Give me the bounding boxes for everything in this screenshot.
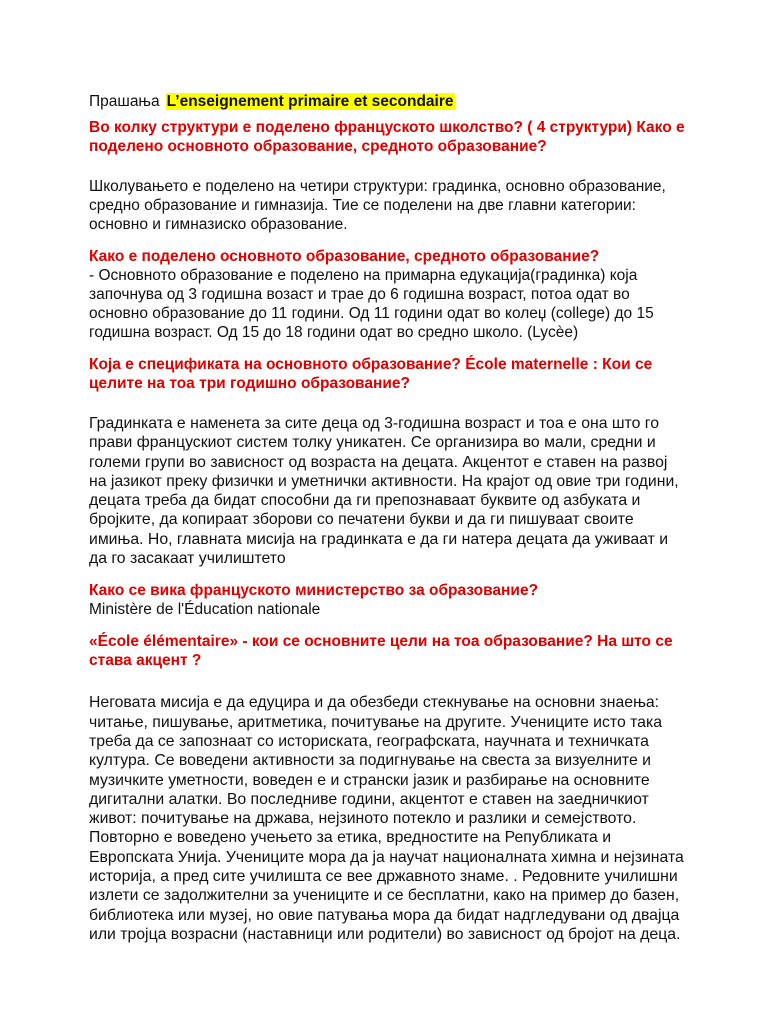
answer-1: Школувањето е поделено на четири структури: градинка, основно образование, средно образование и гимназија. Тие се поделени на две главни категории: основно и гимназиско образование. [89, 178, 666, 233]
question-5: «École élémentaire» - кои се основните цели на тоа образование? На што се става акцент ? [89, 633, 673, 670]
answer-2: - Основното образование е поделено на примарна едукација(градинка) која започнува од 3 годишна возаст и трае до 6 годишна возраст, потоа одат во основно образование до 11 години. Од 11 години одат во колеџ (college) до 15 годишна возраст. Од 15 до 18 години одат во средно школо. (Lycèe) [89, 267, 654, 341]
answer-4: Ministère de l'Éducation nationale [89, 601, 321, 619]
document-header [89, 92, 689, 112]
question-4: Како се вика француското министерство за образование? [89, 582, 539, 600]
question-3: Која е спецификата на основното образование? École maternelle : Кои се целите на тоа три годишно образование? [89, 356, 653, 392]
document-page [89, 92, 689, 944]
question-2: Како е поделено основното образование, средното образование? [89, 248, 600, 265]
answer-3: Градинката е наменета за сите деца од 3-годишна возраст и тоа е она што го прави францускиот систем толку уникатен. Се организира во мали, средни и големи групи во зависност од возраста на децата. Акцентот е ставен на развој на јазикот преку физички и уметнички активности. На крајот од овие три години, децата треба да бидат способни да ги препознаваат буквите од азбуката и бројките, да копираат зборови со печатени букви и да ги пишуваат своите имиња. Но, главната мисија на градинката е да ги натера децата да уживаат и да го засакаат училиштето [89, 415, 679, 568]
answer-5: Неговата мисија е да едуцира и да обезбеди стекнување на основни знаења: читање, пишување, аритметика, почитување на другите. Учениците исто така треба да се запознаат со историската, географската, научната и техничката култура. Се воведени активности за подигнување на свеста за визуелните и музичките уметности, воведен е и странски јазик и разбирање на основните дигитални алатки. Во последниве години, акцентот е ставен на заедничкиот живот: почитување на држава, нејзиното потекло и разлики и семејството. Повторно е воведено учењето за етика, вредностите на Републиката и Европската Унија. Учениците мора да ја научат националната химна и нејзината историја, а пред сите училишта се вее државното знаме. . Редовните училишни излети се задолжителни за учениците и се бесплатни, како на пример до базен, библиотека или музеј, но овие патувања мора да бидат надгледувани од двајца или тројца возрасни (наставници или родители) во зависност од бројот на деца. [89, 694, 684, 943]
document-title: L’enseignement primaire et secondaire [166, 93, 454, 110]
header-prefix: Прашања [89, 93, 160, 110]
question-1: Во колку структури е поделено француското школство? ( 4 структури) Како е поделено основното образование, средното образование? [89, 119, 685, 155]
